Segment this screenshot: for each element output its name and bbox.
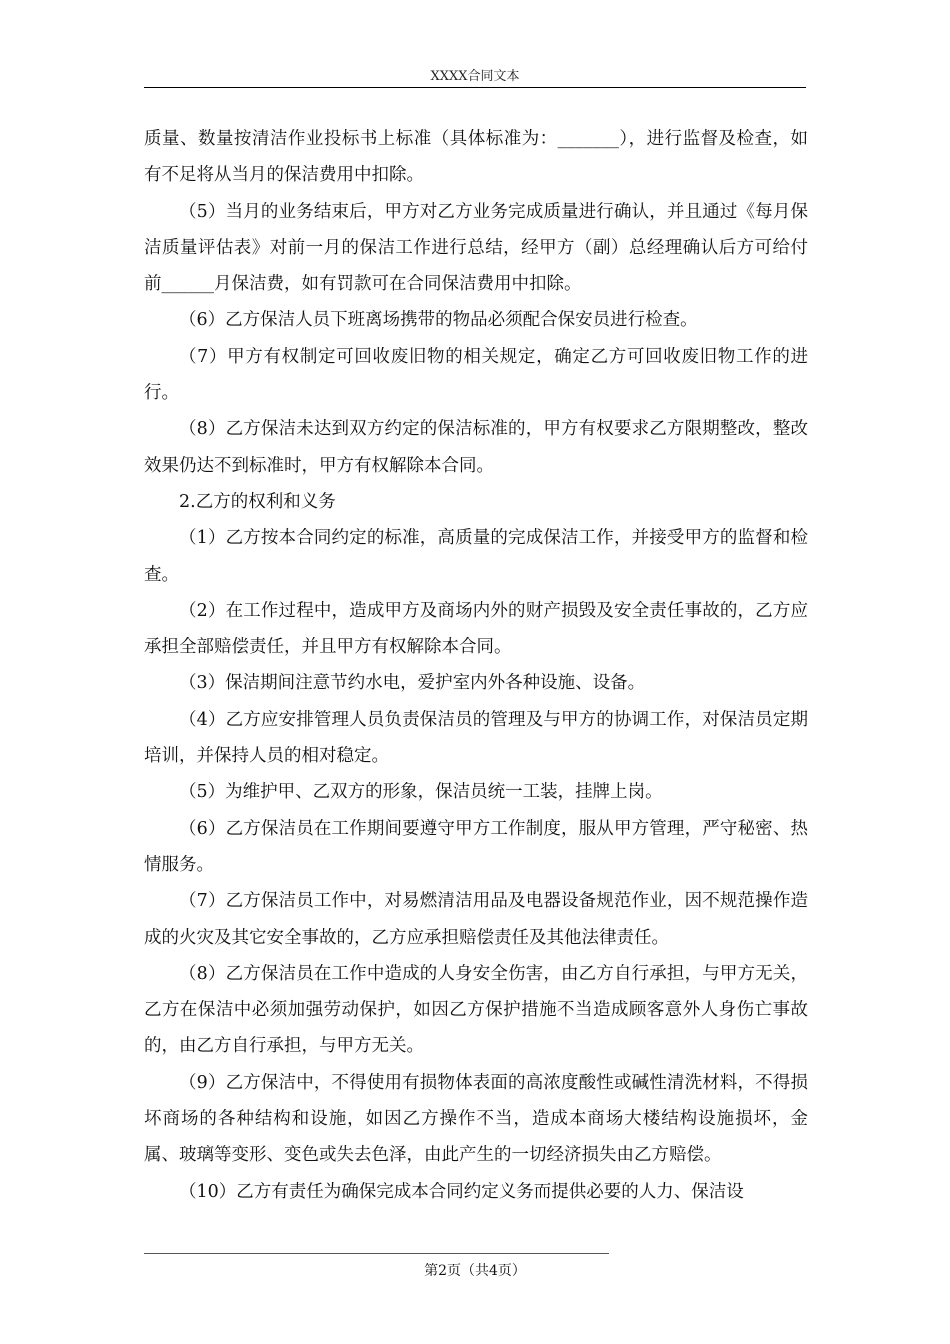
- paragraph-b-clause-1: （1）乙方按本合同约定的标准，高质量的完成保洁工作，并接受甲方的监督和检查。: [144, 528, 808, 585]
- page-number: 第2页（共4页）: [424, 1263, 526, 1279]
- contract-body: [144, 121, 808, 1210]
- paragraph-clause-8: （8）乙方保洁未达到双方约定的保洁标准的，甲方有权要求乙方限期整改，整改效果仍达不到标准时，甲方有权解除本合同。: [144, 419, 808, 476]
- footer-divider: [144, 1253, 609, 1254]
- paragraph-b-clause-7: （7）乙方保洁员工作中，对易燃清洁用品及电器设备规范作业，因不规范操作造成的火灾及其它安全事故的，乙方应承担赔偿责任及其他法律责任。: [144, 891, 808, 948]
- paragraph-b-clause-8: （8）乙方保洁员在工作中造成的人身安全伤害，由乙方自行承担，与甲方无关，乙方在保洁中必须加强劳动保护，如因乙方保护措施不当造成顾客意外人身伤亡事故的，由乙方自行承担，与甲方无关。: [144, 963, 808, 1057]
- paragraph-b-clause-3: （3）保洁期间注意节约水电，爱护室内外各种设施、设备。: [179, 673, 646, 694]
- paragraph-clause-5: （5）当月的业务结束后，甲方对乙方业务完成质量进行确认，并且通过《每月保洁质量评估表》对前一月的保洁工作进行总结，经甲方（副）总经理确认后方可给付前______月保洁费，如有罚款可在合同保洁费用中扣除。: [144, 201, 808, 295]
- paragraph-clause-6: （6）乙方保洁人员下班离场携带的物品必须配合保安员进行检查。: [179, 310, 698, 331]
- paragraph-b-clause-5: （5）为维护甲、乙双方的形象，保洁员统一工装，挂牌上岗。: [179, 782, 663, 803]
- paragraph-b-clause-10: （10）乙方有责任为确保完成本合同约定义务而提供必要的人力、保洁设: [179, 1181, 744, 1202]
- header-divider: [144, 87, 806, 88]
- paragraph-b-clause-4: （4）乙方应安排管理人员负责保洁员的管理及与甲方的协调工作，对保洁员定期培训，并保持人员的相对稳定。: [144, 709, 808, 767]
- header-title: XXXX合同文本: [430, 69, 520, 84]
- paragraph-b-clause-6: （6）乙方保洁员在工作期间要遵守甲方工作制度，服从甲方管理，严守秘密、热情服务。: [144, 818, 808, 875]
- paragraph-b-clause-9: （9）乙方保洁中，不得使用有损物体表面的高浓度酸性或碱性清洗材料，不得损坏商场的各种结构和设施，如因乙方操作不当，造成本商场大楼结构设施损坏，金属、玻璃等变形、变色或失去色泽，由此产生的一切经济损失由乙方赔偿。: [144, 1072, 808, 1166]
- paragraph-continued: 质量、数量按清洁作业投标书上标准（具体标准为：_______），进行监督及检查，如有不足将从当月的保洁费用中扣除。: [144, 129, 808, 186]
- section-heading-party-b-rights: 2.乙方的权利和义务: [179, 491, 336, 512]
- paragraph-clause-7: （7）甲方有权制定可回收废旧物的相关规定，确定乙方可回收废旧物工作的进行。: [144, 346, 808, 404]
- paragraph-b-clause-2: （2）在工作过程中，造成甲方及商场内外的财产损毁及安全责任事故的，乙方应承担全部赔偿责任，并且甲方有权解除本合同。: [144, 600, 808, 658]
